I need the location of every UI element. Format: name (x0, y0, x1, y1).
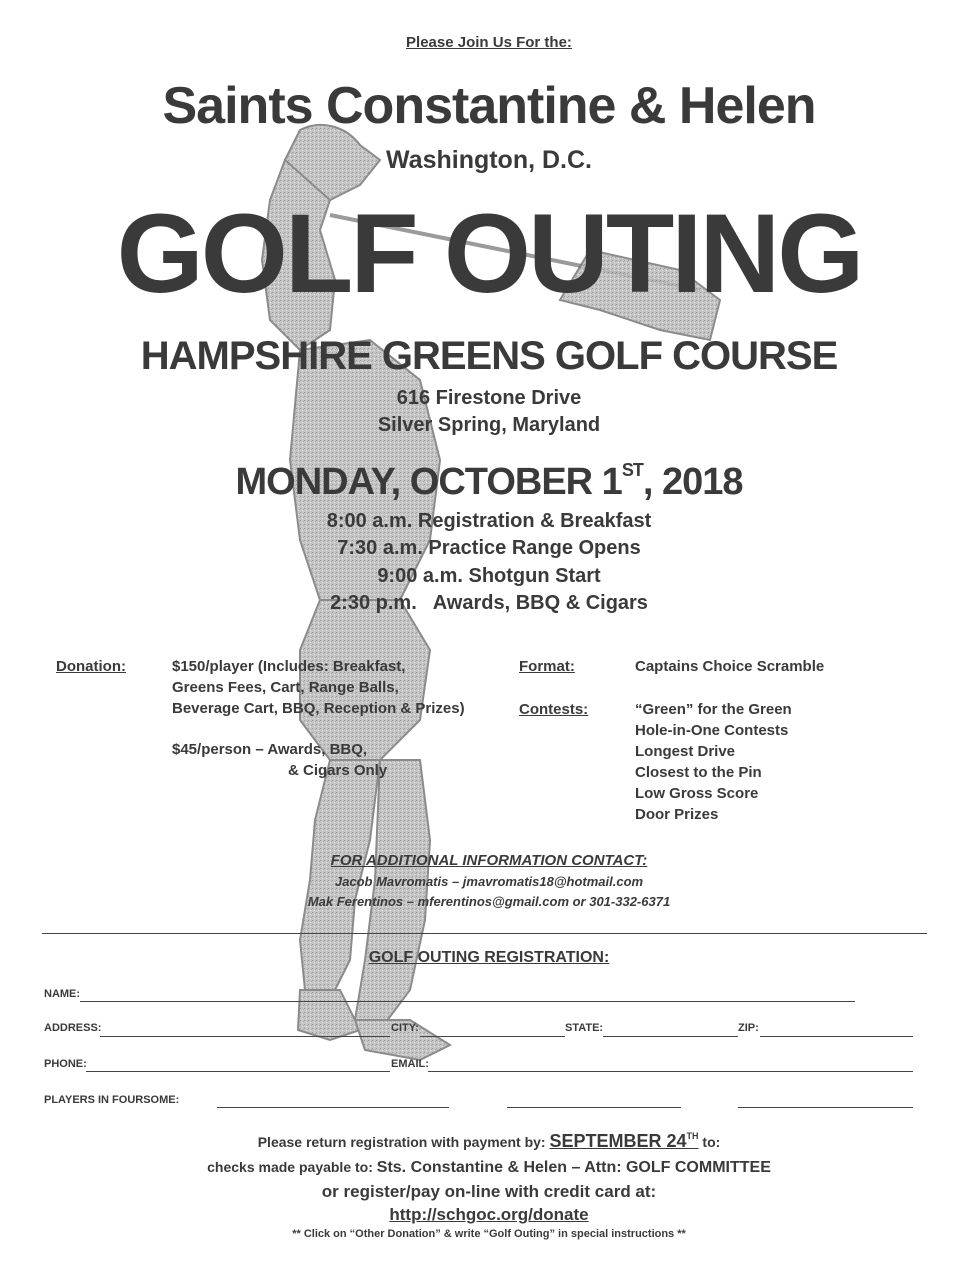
player-field-line[interactable] (217, 1107, 449, 1108)
pre-title: Please Join Us For the: (406, 34, 572, 51)
zip-label: ZIP: (738, 1022, 759, 1034)
special-instructions-note: ** Click on “Other Donation” & write “Golf Outing” in special instructions ** (292, 1228, 686, 1240)
donation-alt (172, 739, 387, 781)
zip-field-line[interactable] (760, 1036, 913, 1037)
contest-item: “Green” for the Green (635, 701, 792, 718)
organization-name: Saints Constantine & Helen (162, 77, 816, 135)
event-date-year: , 2018 (642, 461, 743, 503)
donation-label: Donation: (56, 658, 126, 675)
players-label: PLAYERS IN FOURSOME: (44, 1094, 180, 1106)
donation-description (172, 656, 465, 719)
return-instructions (0, 1131, 978, 1152)
return-suffix: to: (698, 1134, 721, 1150)
deadline-suffix: TH (686, 1131, 699, 1141)
donate-link[interactable]: http://schgoc.org/donate (389, 1205, 589, 1224)
venue-address-line1: 616 Firestone Drive (396, 387, 582, 409)
format-label: Format: (519, 658, 575, 675)
contest-item: Low Gross Score (635, 785, 759, 802)
state-label: STATE: (565, 1022, 604, 1034)
email-field-line[interactable] (428, 1071, 913, 1072)
address-label: ADDRESS: (44, 1022, 102, 1034)
city-field-line[interactable] (420, 1036, 565, 1037)
event-title: GOLF OUTING (116, 191, 862, 316)
organization-city: Washington, D.C. (386, 146, 592, 174)
format-value: Captains Choice Scramble (635, 658, 825, 675)
event-date (0, 460, 978, 504)
contact-line-1: Jacob Mavromatis – jmavromatis18@hotmail.com (334, 874, 644, 889)
player-field-line[interactable] (738, 1107, 913, 1108)
venue-name: HAMPSHIRE GREENS GOLF COURSE (140, 334, 838, 378)
deadline-main: SEPTEMBER 24 (549, 1131, 687, 1151)
contact-phone: or 301-332-6371 (569, 894, 671, 909)
checks-payee: Sts. Constantine & Helen – Attn: GOLF COMMITTEE (376, 1159, 771, 1176)
state-field-line[interactable] (603, 1036, 738, 1037)
contact-name: Mak Ferentinos – (307, 894, 418, 909)
event-date-suffix: ST (621, 460, 643, 480)
schedule-item: 9:00 a.m. Shotgun Start (377, 565, 601, 587)
schedule-item: 8:00 a.m. Registration & Breakfast (326, 510, 652, 532)
schedule-item: 7:30 a.m. Practice Range Opens (337, 537, 641, 559)
donation-line: Beverage Cart, BBQ, Reception & Prizes) (172, 700, 465, 717)
contest-item: Longest Drive (635, 743, 736, 760)
name-field-line[interactable] (80, 1001, 855, 1002)
checks-text: checks made payable to: (207, 1159, 377, 1175)
registration-title: GOLF OUTING REGISTRATION: (368, 949, 610, 966)
player-field-line[interactable] (507, 1107, 681, 1108)
phone-field-line[interactable] (86, 1071, 390, 1072)
city-label: CITY: (391, 1022, 419, 1034)
address-field-line[interactable] (100, 1036, 390, 1037)
venue-address-line2: Silver Spring, Maryland (377, 414, 601, 436)
phone-label: PHONE: (44, 1058, 87, 1070)
event-date-main: MONDAY, OCTOBER 1 (235, 461, 622, 503)
name-label: NAME: (44, 988, 81, 1000)
donation-alt-line: $45/person – Awards, BBQ, (172, 741, 368, 758)
section-divider (42, 933, 927, 934)
contests-list (635, 699, 792, 825)
return-text: Please return registration with payment by: (257, 1134, 546, 1150)
contest-item: Door Prizes (635, 806, 719, 823)
contact-email[interactable]: mferentinos@gmail.com (417, 894, 569, 909)
contest-item: Hole-in-One Contests (635, 722, 789, 739)
contact-heading: FOR ADDITIONAL INFORMATION CONTACT: (330, 852, 648, 869)
donation-alt-line: & Cigars Only (288, 762, 388, 779)
contests-label: Contests: (519, 701, 589, 718)
schedule-item: 2:30 p.m. Awards, BBQ & Cigars (330, 592, 648, 614)
online-instructions: or register/pay on-line with credit card at: (321, 1182, 657, 1201)
checks-instructions (0, 1159, 978, 1177)
email-label: EMAIL: (391, 1058, 429, 1070)
donation-line: $150/player (Includes: Breakfast, (172, 658, 406, 675)
deadline-date (549, 1131, 698, 1151)
contact-line-2 (0, 894, 978, 909)
contest-item: Closest to the Pin (635, 764, 762, 781)
donation-line: Greens Fees, Cart, Range Balls, (172, 679, 399, 696)
